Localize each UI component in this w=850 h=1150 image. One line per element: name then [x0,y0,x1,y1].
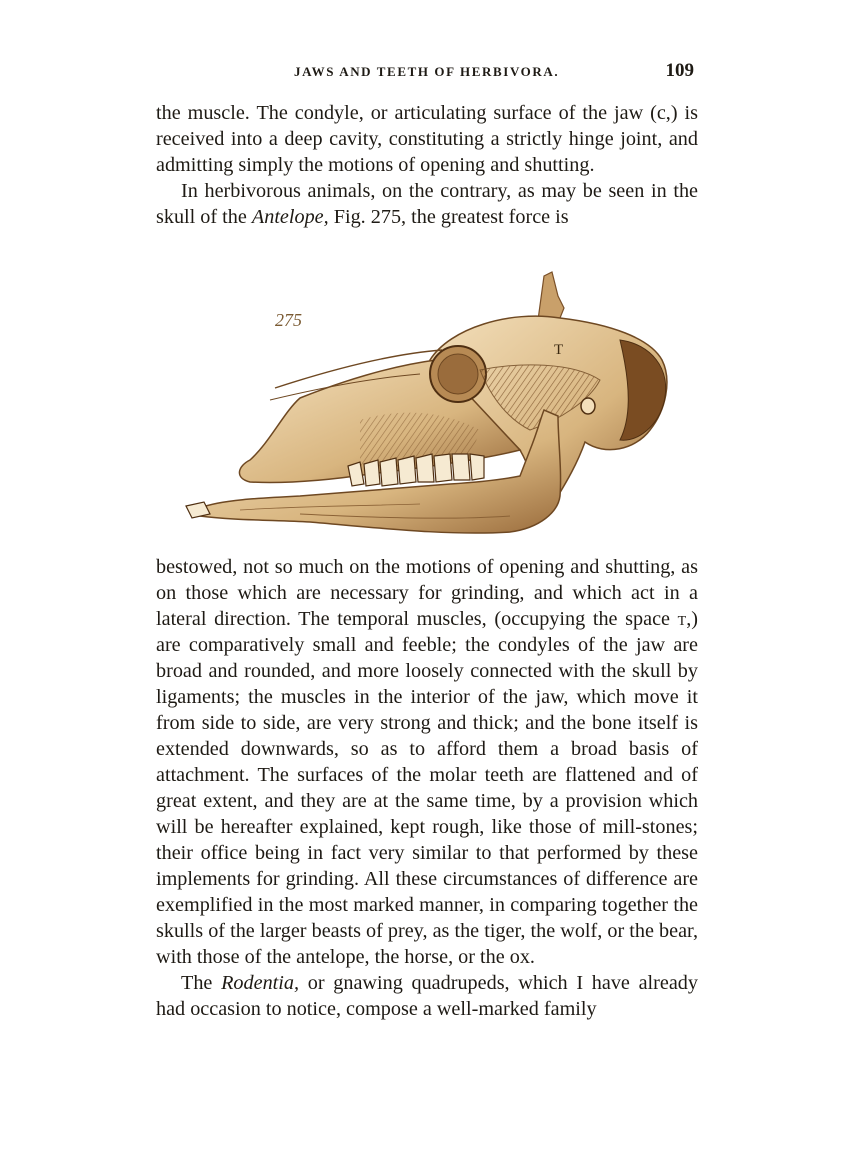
figure-number: 275 [275,310,302,330]
paragraph-rodentia [156,970,698,1022]
paragraph-text: The [181,972,222,994]
small-caps-label: t, [677,608,692,630]
paragraph-herbivorous [156,178,698,230]
paragraph-text: ) are comparatively small and feeble; the condyles of the jaw are broad and rounded, and more loosely connected with the skull by ligaments; the muscles in the interior of the jaw, which move it from side to side, are very strong and thick; and the bone itself is extended downwards, so as to afford them a broad basis of attachment. The surfaces of the molar teeth are flattened and of great extent, and they are at the same time, by a provision which will be hereafter explained, kept rough, like those of mill-stones; their office being in fact very similar to that performed by these implements for grinding. All these circumstances of difference are exemplified in the most marked manner, in comparing together the skulls of the larger beasts of prey, as the tiger, the wolf, or the bear, with those of the antelope, the horse, or the ox. [156,608,698,968]
running-head [156,60,698,88]
text-block-top [156,100,698,230]
italic-term-antelope: Antelope, [251,206,329,228]
figure-label-temporal: T [554,342,564,358]
figure-antelope-skull [180,270,680,555]
italic-term-rodentia: Rodentia, [221,972,300,994]
paragraph-text: the muscle. The condyle, or articulating surface of the jaw (c,) is received into a deep cavity, constituting a strictly hinge joint, and admitting simply the motions of opening and shutting. [156,102,698,176]
paragraph-text: In herbivorous animals, on the contrary, as may be seen in the skull of the [156,180,698,228]
paragraph-continued [156,554,698,970]
paragraph-text: Fig. 275, the greatest force is [328,206,569,228]
skull-engraving [180,270,680,555]
paragraph-text: bestowed, not so much on the motions of opening and shutting, as on those which are necessary for grinding, and which act in a lateral direction. The temporal muscles, (occupying the space [156,556,698,630]
paragraph-text: or gnawing quadrupeds, which I have already had occasion to notice, compose a well-marked family [156,972,698,1020]
text-block-bottom [156,554,698,1022]
paragraph-continued [156,100,698,178]
page-number: 109 [665,60,694,81]
running-title: JAWS AND TEETH OF HERBIVORA. [294,64,560,79]
